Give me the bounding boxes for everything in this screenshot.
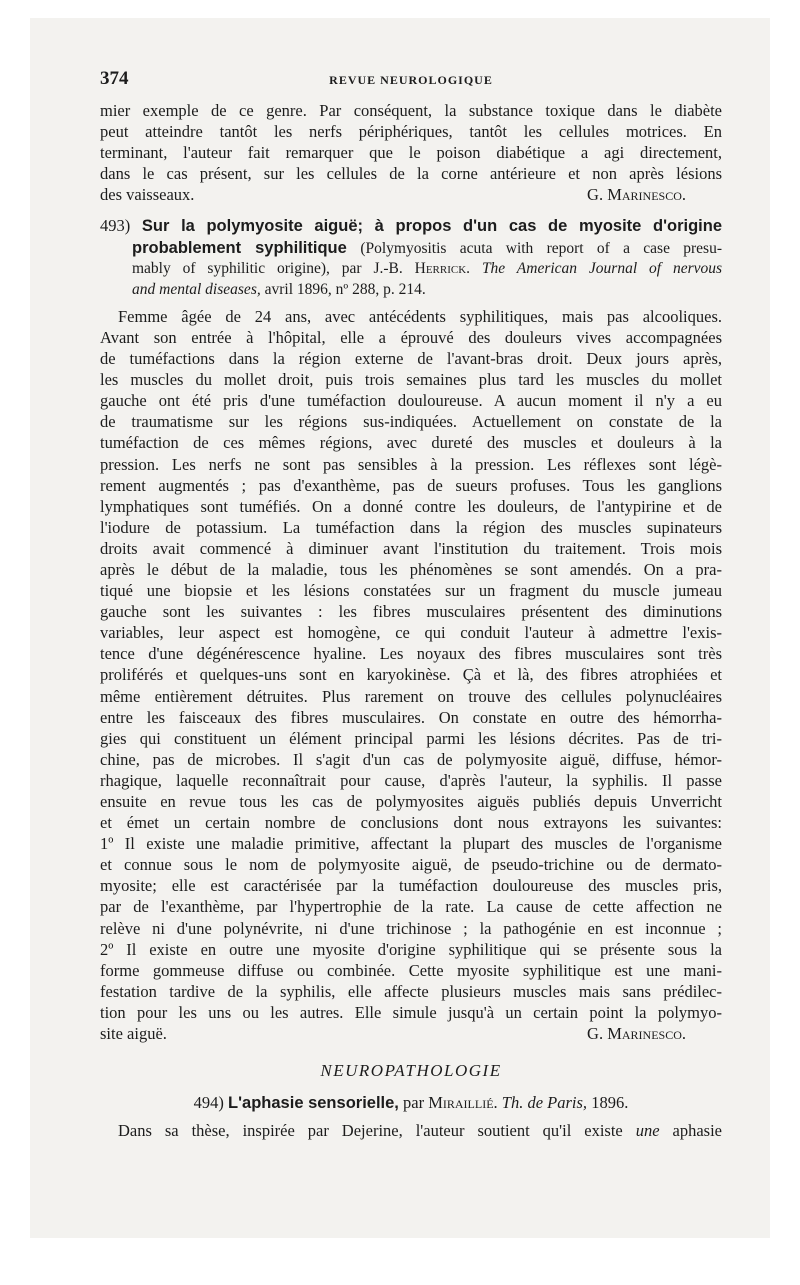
citation-date: 1896. xyxy=(591,1093,629,1113)
text-fragment: Dans sa thèse, inspirée par Dejerine, l'auteur soutient qu'il existe xyxy=(118,1121,623,1141)
article-number: 494) xyxy=(193,1093,224,1113)
text-line: par de l'exanthème, par l'hypertrophie de la rate. La cause de cette affection ne xyxy=(100,897,722,917)
text-fragment: site aiguë. xyxy=(100,1024,167,1044)
text-line: dans le cas présent, sur les cellules de la corne antérieure et non après lésions xyxy=(100,164,722,184)
text-line: tuméfaction de ces mêmes régions, avec dureté des muscles et douleurs à la xyxy=(100,433,722,453)
article-493-heading xyxy=(100,215,722,299)
text-line: rhagique, laquelle reconnaîtrait pour cause, d'après l'auteur, la syphilis. Il passe xyxy=(100,770,722,790)
text-line: tion pour les uns ou les autres. Elle simule jusqu'à un certain point la polymyo- xyxy=(100,1002,722,1022)
article-author: Herrick. xyxy=(414,259,471,277)
text-line: proliférés et quelques-uns sont en karyokinèse. Çà et là, des fibres atrophiées et xyxy=(100,665,722,685)
journal-title: REVUE NEUROLOGIQUE xyxy=(329,73,493,87)
article-citation-line xyxy=(100,279,722,300)
text-line: entre les faisceaux des fibres musculaires. On constate en outre des hémorrha- xyxy=(100,707,722,727)
text-line: Femme âgée de 24 ans, avec antécédents syphilitiques, mais pas alcooliques. xyxy=(118,306,722,326)
page-number: 374 xyxy=(100,68,129,89)
text-line: de traumatisme sur les régions sus-indiquées. Actuellement on constate de la xyxy=(100,412,722,432)
text-line xyxy=(100,1120,722,1141)
article-493-body xyxy=(100,306,722,1023)
journal-source: The American Journal of nervous xyxy=(481,259,723,277)
text-line: ensuite en revue tous les cas de polymyosites aiguës publiés depuis Unverricht xyxy=(100,792,722,811)
article-citation-line xyxy=(100,258,722,279)
article-title: L'aphasie sensorielle, xyxy=(228,1094,399,1113)
text-line: rement augmentés ; pas d'exanthème, pas de sueurs profuses. Tous les ganglions xyxy=(100,475,722,495)
article-subtitle: (Polymyositis acuta with report of a case presu- xyxy=(360,239,722,257)
text-line: gauche ont été pris d'une tuméfaction douloureuse. A aucun moment il n'y a eu xyxy=(100,391,722,411)
text-line: terminant, l'auteur fait remarquer que le poison diabétique a agi directement, xyxy=(100,143,722,163)
article-title-cont: probablement syphilitique xyxy=(132,238,347,257)
article-author: Miraillié. xyxy=(428,1093,498,1113)
page-sheet xyxy=(30,18,770,1238)
text-line: mier exemple de ce genre. Par conséquent, la substance toxique dans le diabète xyxy=(100,101,722,120)
text-line: et connue sous le nom de polymyosite aiguë, de pseudo-trichine ou de dermato- xyxy=(100,855,722,875)
text-line: l'iodure de potassium. La tuméfaction dans la région des muscles supinateurs xyxy=(100,517,722,537)
journal-source-cont: and mental diseases, xyxy=(132,280,261,298)
article-number: 493) xyxy=(100,216,131,236)
text-line: relève ni d'une polynévrite, ni d'une trichinose ; la pathogénie en est inconnue ; xyxy=(100,918,722,938)
article-title-line xyxy=(100,215,722,236)
author-signature: G. Marinesco. xyxy=(587,185,686,205)
journal-source: Th. de Paris, xyxy=(501,1093,588,1113)
text-line: myosite; elle est caractérisée par la tuméfaction douloureuse des muscles pris, xyxy=(100,876,722,896)
text-line: après le début de la maladie, tous les phénomènes se sont amendés. On a pra- xyxy=(100,559,722,579)
text-line: variables, leur aspect est homogène, ce qui conduit l'auteur à admettre l'exis- xyxy=(100,623,722,643)
citation-date: avril 1896, nº 288, p. 214. xyxy=(264,280,426,298)
text-line xyxy=(100,1023,722,1044)
text-line: de tuméfactions dans la région externe de l'avant-bras droit. Deux jours après, xyxy=(100,349,722,369)
text-line: tiqué une biopsie et les lésions constatées sur un fragment du muscle jumeau xyxy=(100,581,722,601)
text-fragment: mably of syphilitic origine), par J.-B. xyxy=(132,259,403,277)
text-line: pression. Les nerfs ne sont pas sensibles à la pression. Les réflexes sont légè- xyxy=(100,454,722,474)
article-title-line xyxy=(100,237,722,258)
text-line: peut atteindre tantôt les nerfs périphériques, tantôt les cellules motrices. En xyxy=(100,122,722,142)
text-line xyxy=(100,184,722,205)
text-line: 2º Il existe en outre une myosite d'origine syphilitique qui se présente sous la xyxy=(100,939,722,959)
text-line: lymphatiques sont tuméfiés. On a donné contre les douleurs, de l'antypirine et de xyxy=(100,496,722,516)
text-line: forme gommeuse diffuse ou combinée. Cette myosite syphilitique est une mani- xyxy=(100,960,722,980)
text-line: chine, pas de microbes. Il s'agit d'un cas de polymyosite aiguë, diffuse, hémor- xyxy=(100,749,722,769)
running-head xyxy=(100,68,722,90)
text-line: 1º Il existe une maladie primitive, affectant la plupart des muscles de l'organisme xyxy=(100,834,722,854)
text-line: tence d'une dégénérescence hyaline. Les noyaux des fibres musculaires sont très xyxy=(100,644,722,664)
text-line: Avant son entrée à l'hôpital, elle a éprouvé des douleurs vives accompagnées xyxy=(100,327,722,347)
section-heading: NEUROPATHOLOGIE xyxy=(320,1061,502,1081)
previous-article-end xyxy=(100,100,722,205)
text-fragment: par xyxy=(403,1093,425,1113)
text-fragment: aphasie xyxy=(672,1121,722,1141)
text-line: même entièrement détruites. Plus rarement on trouve des cellules polynucléaires xyxy=(100,686,722,706)
text-line: festation tardive de la syphilis, elle affecte plusieurs muscles mais sans prédilec- xyxy=(100,981,722,1001)
text-line: gies qui constituent un élément principal parmi les lésions décrites. Pas de tri- xyxy=(100,728,722,748)
article-494-heading xyxy=(100,1090,722,1116)
text-line: et émet un certain nombre de conclusions dont nous extrayons les suivantes: xyxy=(100,813,722,833)
text-line: les muscles du mollet droit, puis trois semaines plus tard les muscles du mollet xyxy=(100,370,722,390)
article-title: Sur la polymyosite aiguë; à propos d'un cas de myosite d'origine xyxy=(141,217,722,236)
text-line: gauche sont les suivantes : les fibres musculaires présentent des diminutions xyxy=(100,602,722,622)
text-fragment: une xyxy=(635,1121,660,1141)
author-signature: G. Marinesco. xyxy=(587,1024,686,1044)
page-body xyxy=(100,100,722,1141)
text-line: droits avait commencé à diminuer avant l'institution du traitement. Trois mois xyxy=(100,538,722,558)
text-fragment: des vaisseaux. xyxy=(100,185,195,205)
